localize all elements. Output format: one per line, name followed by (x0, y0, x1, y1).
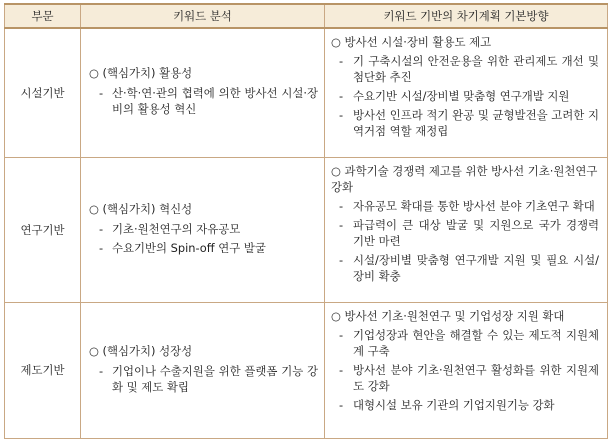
core-value: ○ (핵심가치) 성장성 (89, 343, 193, 358)
analysis-cell (81, 302, 325, 438)
core-value: ○ (핵심가치) 혁신성 (89, 201, 193, 216)
direction-head: ○ 방사선 기초·원천연구 및 기업성장 지원 확대 (331, 308, 565, 323)
header-row (5, 4, 608, 28)
analysis-item: - 기업이나 수출지원을 위한 플랫폼 기능 강화 및 제도 확립 (99, 363, 318, 394)
analysis-cell (81, 157, 325, 302)
direction-item: - 기 구축시설의 안전운용을 위한 관리제도 개선 및 첨단화 추진 (339, 54, 599, 84)
direction-item: - 방사선 인프라 적기 완공 및 균형발전을 고려한 지역거점 역할 재정립 (339, 108, 599, 138)
direction-item: - 파급력이 큰 대상 발굴 및 지원으로 국가 경쟁력 기반 마련 (339, 217, 599, 248)
direction-item: - 대형시설 보유 기관의 기업지원기능 강화 (339, 397, 555, 412)
table-row (5, 157, 608, 302)
table-row (5, 28, 608, 157)
direction-item: - 방사선 분야 기초·원천연구 활성화를 위한 지원제도 강화 (339, 362, 599, 393)
table-row (5, 302, 608, 438)
direction-item: - 시설/장비별 맞춤형 연구개발 지원 및 필요 시설/장비 확충 (339, 252, 599, 283)
direction-cell (325, 157, 608, 302)
direction-item: - 기업성장과 현안을 해결할 수 있는 제도적 지원체계 구축 (339, 327, 599, 358)
header-category: 부문 (5, 4, 81, 28)
direction-item: - 수요기반 시설/장비별 맞춤형 연구개발 지원 (339, 89, 570, 103)
header-direction: 키워드 기반의 차기계획 기본방향 (325, 4, 608, 28)
analysis-item: - 산·학·연·관의 협력에 의한 방사선 시설·장비의 활용성 혁신 (99, 86, 318, 117)
category-cell: 시설기반 (5, 28, 81, 157)
analysis-item: - 수요기반의 Spin-off 연구 발굴 (99, 240, 266, 255)
direction-item: - 자유공모 확대를 통한 방사선 분야 기초연구 확대 (339, 198, 595, 213)
analysis-cell (81, 28, 325, 157)
direction-cell (325, 302, 608, 438)
policy-table (4, 3, 608, 439)
category-cell: 연구기반 (5, 157, 81, 302)
analysis-item: - 기초·원천연구의 자유공모 (99, 221, 241, 236)
direction-head: ○ 과학기술 경쟁력 제고를 위한 방사선 기초·원천연구 강화 (331, 163, 598, 194)
category-cell: 제도기반 (5, 302, 81, 438)
header-keyword-analysis: 키워드 분석 (81, 4, 325, 28)
core-value: ○ (핵심가치) 활용성 (89, 66, 193, 81)
direction-cell (325, 28, 608, 157)
direction-head: ○ 방사선 시설·장비 활용도 제고 (331, 35, 492, 49)
